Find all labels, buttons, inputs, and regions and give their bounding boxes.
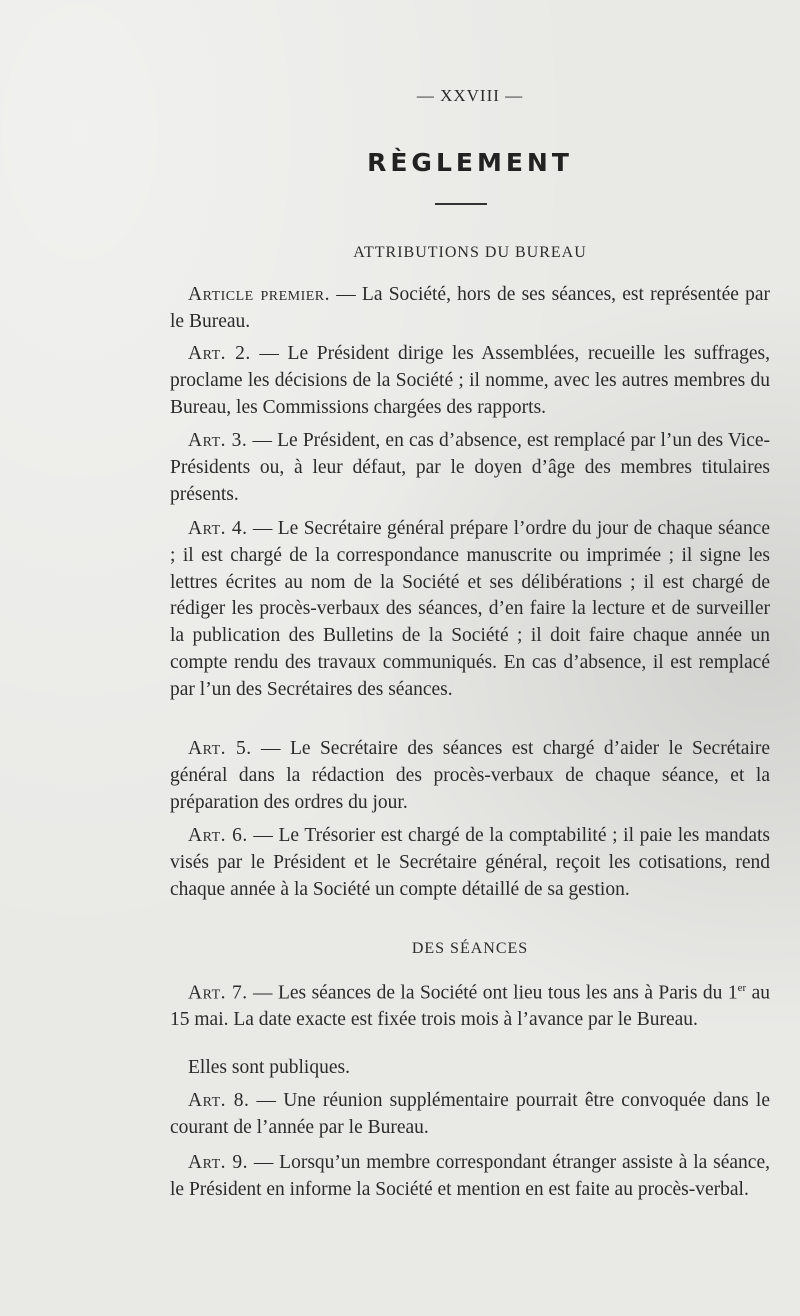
article-label: Art. 7. [188,982,248,1004]
page-title: RÈGLEMENT [367,148,573,177]
article-text: — Le Président dirige les Assemblées, recueille les suffrages, proclame les décisions de la Société ; il nomme, avec les autres membres du Bureau, les Commissions chargées des rapports. [170,343,770,418]
ordinal-suffix: er [737,982,747,994]
article-label: Art. 2. [188,343,251,364]
article-9 [170,1150,770,1204]
article-4 [170,516,770,704]
article-premier [170,282,770,336]
title-divider [435,203,487,205]
section-heading-bureau: ATTRIBUTIONS DU BUREAU [353,244,587,261]
article-text: — Les séances de la Société ont lieu tous les ans à Paris du 1 [247,982,738,1004]
article-label: Art. 9. [188,1152,248,1173]
article-text: — Le Secrétaire des séances est chargé d’aider le Secrétaire général dans la rédaction des procès-verbaux de chaque séance, et la préparation des ordres du jour. [170,738,770,813]
article-text-continued: au 15 mai. La date exacte est fixée trois mois à l’avance par le Bureau. [170,982,770,1031]
article-text: Elles sont publiques. [188,1057,350,1078]
article-label: Art. 3. [188,430,248,451]
article-label: Article premier. [188,284,330,305]
article-text: — Une réunion supplémentaire pourrait être convoquée dans le courant de l’année par le Bureau. [170,1090,770,1138]
article-3 [170,428,770,508]
article-text: — Le Trésorier est chargé de la comptabilité ; il paie les mandats visés par le Président et le Secrétaire général, reçoit les cotisations, rend chaque année à la Société un compte détaillé de sa gestion. [170,825,770,900]
article-label: Art. 4. [188,518,248,539]
article-label: Art. 8. [188,1090,250,1111]
article-text: — Lorsqu’un membre correspondant étranger assiste à la séance, le Président en informe la Société et mention en est faite au procès-verbal. [170,1152,770,1200]
article-text: — Le Secrétaire général prépare l’ordre du jour de chaque séance ; il est chargé de la correspondance manuscrite ou imprimée ; il signe les lettres écrites au nom de la Société et ses délibérations ; il est chargé de rédiger les procès-verbaux des séances, d’en faire la lecture et de surveiller la publication des Bulletins de la Société ; il doit faire chaque année un compte rendu des travaux communiqués. En cas d’absence, il est remplacé par l’un des Secrétaires des séances. [170,518,770,700]
article-5 [170,736,770,816]
article-label: Art. 6. [188,825,248,846]
document-page [165,0,775,1316]
article-6 [170,823,770,903]
article-text: — La Société, hors de ses séances, est représentée par le Bureau. [170,284,770,332]
section-heading-seances: DES SÉANCES [411,940,529,957]
page-number: — XXVIII — [416,86,524,105]
article-7-note [170,1055,770,1082]
article-8 [170,1088,770,1142]
article-text: — Le Président, en cas d’absence, est remplacé par l’un des Vice-Présidents ou, à leur défaut, par le doyen d’âge des membres titulaires présents. [170,430,770,505]
article-7 [170,975,770,1034]
article-label: Art. 5. [188,738,252,759]
article-2 [170,341,770,421]
